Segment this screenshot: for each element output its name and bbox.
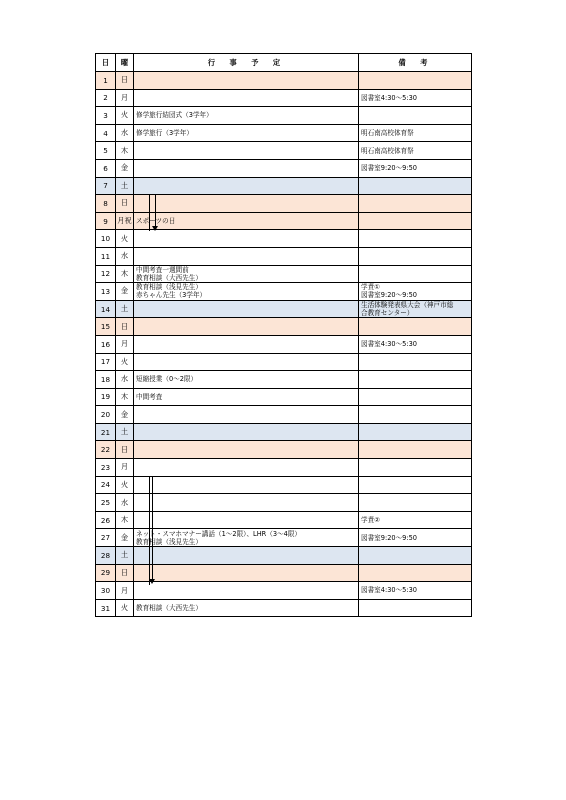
table-row: [96, 195, 472, 213]
note-cell: [359, 265, 472, 283]
event-text: 教育相談（浅見先生）: [136, 283, 202, 292]
weekday: 日: [116, 72, 134, 90]
day-number: 31: [96, 599, 116, 617]
weekday: 土: [116, 177, 134, 195]
note-cell: [359, 89, 472, 107]
weekday: 日: [116, 441, 134, 459]
table-row: [96, 142, 472, 160]
table-row: [96, 177, 472, 195]
event-text: 教育相談（大西先生）: [136, 273, 202, 282]
exam-span-divider: [149, 477, 150, 585]
day-number: 15: [96, 318, 116, 336]
table-row: [96, 265, 472, 283]
day-number: 29: [96, 564, 116, 582]
event-cell: [134, 388, 359, 406]
weekday: 木: [116, 388, 134, 406]
event-text: スポーツの日: [136, 216, 176, 225]
table-row: [96, 283, 472, 301]
trip-span-line: [155, 195, 156, 227]
table-row: [96, 124, 472, 142]
note-cell: [359, 335, 472, 353]
day-number: 7: [96, 177, 116, 195]
day-number: 24: [96, 476, 116, 494]
event-cell: [134, 124, 359, 142]
weekday: 火: [116, 230, 134, 248]
day-number: 2: [96, 89, 116, 107]
note-cell: [359, 582, 472, 600]
weekday: 火: [116, 599, 134, 617]
note-cell: [359, 511, 472, 529]
note-cell: [359, 124, 472, 142]
day-number: 14: [96, 300, 116, 318]
weekday: 水: [116, 247, 134, 265]
weekday: 木: [116, 511, 134, 529]
table-row: [96, 230, 472, 248]
day-number: 5: [96, 142, 116, 160]
note-cell: [359, 441, 472, 459]
note-cell: [359, 547, 472, 565]
event-cell: [134, 107, 359, 125]
day-number: 17: [96, 353, 116, 371]
table-row: [96, 72, 472, 90]
event-cell: [134, 511, 359, 529]
event-cell: [134, 582, 359, 600]
note-text: 生活体験発表県大会（神戸市総: [361, 300, 454, 309]
event-cell: [134, 283, 359, 301]
weekday: 水: [116, 494, 134, 512]
table-row: [96, 335, 472, 353]
table-row: [96, 89, 472, 107]
table-header-row: [96, 54, 472, 72]
note-cell: [359, 564, 472, 582]
header-events: 行 事 予 定: [134, 54, 359, 72]
day-number: 11: [96, 247, 116, 265]
event-cell: [134, 371, 359, 389]
note-cell: [359, 159, 472, 177]
note-cell: [359, 476, 472, 494]
day-number: 13: [96, 283, 116, 301]
event-text: 中間考査一週間前: [136, 265, 189, 274]
event-text: 修学旅行結団式（3学年）: [136, 111, 213, 120]
weekday: 火: [116, 476, 134, 494]
note-cell: [359, 459, 472, 477]
weekday: 日: [116, 564, 134, 582]
event-cell: [134, 564, 359, 582]
event-cell: [134, 494, 359, 512]
trip-span-arrow-icon: [152, 226, 158, 231]
table-row: [96, 406, 472, 424]
day-number: 21: [96, 423, 116, 441]
table-row: [96, 300, 472, 318]
header-weekday: 曜: [116, 54, 134, 72]
day-number: 25: [96, 494, 116, 512]
day-number: 9: [96, 212, 116, 230]
event-text: 修学旅行（3学年）: [136, 128, 193, 137]
note-text: 学責①: [361, 283, 381, 292]
event-cell: [134, 441, 359, 459]
note-cell: [359, 230, 472, 248]
event-cell: [134, 476, 359, 494]
day-number: 23: [96, 459, 116, 477]
event-cell: [134, 212, 359, 230]
note-cell: [359, 388, 472, 406]
weekday: 月祝: [116, 212, 134, 230]
table-row: [96, 599, 472, 617]
note-cell: [359, 247, 472, 265]
note-cell: [359, 371, 472, 389]
weekday: 火: [116, 107, 134, 125]
table-row: [96, 441, 472, 459]
event-cell: [134, 423, 359, 441]
note-cell: [359, 353, 472, 371]
note-text: 学責②: [361, 516, 381, 525]
schedule-sheet: [95, 53, 471, 617]
note-text: 明石南高校体育祭: [361, 146, 414, 155]
note-text: 図書室9:20～9:50: [361, 291, 417, 300]
event-cell: [134, 318, 359, 336]
weekday: 木: [116, 142, 134, 160]
event-cell: [134, 142, 359, 160]
weekday: 土: [116, 547, 134, 565]
trip-span-divider: [149, 195, 150, 231]
event-cell: [134, 599, 359, 617]
event-cell: [134, 459, 359, 477]
weekday: 土: [116, 300, 134, 318]
table-row: [96, 353, 472, 371]
note-cell: [359, 406, 472, 424]
event-cell: [134, 89, 359, 107]
weekday: 日: [116, 195, 134, 213]
weekday: 月: [116, 335, 134, 353]
note-cell: [359, 283, 472, 301]
day-number: 19: [96, 388, 116, 406]
event-cell: [134, 247, 359, 265]
day-number: 12: [96, 265, 116, 283]
weekday: 金: [116, 529, 134, 547]
event-cell: [134, 265, 359, 283]
day-number: 26: [96, 511, 116, 529]
weekday: 月: [116, 582, 134, 600]
event-cell: [134, 547, 359, 565]
day-number: 16: [96, 335, 116, 353]
note-text: 図書室9:20～9:50: [361, 533, 417, 542]
note-text: 図書室4:30～5:30: [361, 93, 417, 102]
event-cell: [134, 195, 359, 213]
event-cell: [134, 406, 359, 424]
day-number: 28: [96, 547, 116, 565]
table-row: [96, 247, 472, 265]
note-cell: [359, 107, 472, 125]
weekday: 木: [116, 265, 134, 283]
event-text: 短縮授業（0～2限）: [136, 375, 198, 384]
note-text: 図書室4:30～5:30: [361, 340, 417, 349]
weekday: 土: [116, 423, 134, 441]
note-cell: [359, 195, 472, 213]
table-row: [96, 582, 472, 600]
note-text: 図書室4:30～5:30: [361, 586, 417, 595]
exam-span-line: [152, 477, 153, 581]
table-row: [96, 107, 472, 125]
note-cell: [359, 300, 472, 318]
day-number: 6: [96, 159, 116, 177]
note-cell: [359, 423, 472, 441]
table-row: [96, 388, 472, 406]
note-cell: [359, 529, 472, 547]
day-number: 8: [96, 195, 116, 213]
table-row: [96, 423, 472, 441]
table-row: [96, 318, 472, 336]
event-text: 赤ちゃん先生（3学年）: [136, 291, 207, 300]
header-day: 日: [96, 54, 116, 72]
table-row: [96, 459, 472, 477]
weekday: 金: [116, 283, 134, 301]
day-number: 1: [96, 72, 116, 90]
note-text: 合教育センター）: [361, 309, 414, 318]
event-text: 教育相談（浅見先生）: [136, 537, 202, 546]
weekday: 金: [116, 159, 134, 177]
weekday: 月: [116, 459, 134, 477]
weekday: 火: [116, 353, 134, 371]
weekday: 日: [116, 318, 134, 336]
note-cell: [359, 599, 472, 617]
weekday: 水: [116, 124, 134, 142]
note-cell: [359, 72, 472, 90]
event-text: ネット・スマホマナー講話（1～2限）、LHR（3～4限）: [136, 529, 302, 538]
day-number: 18: [96, 371, 116, 389]
weekday: 月: [116, 89, 134, 107]
weekday: 水: [116, 371, 134, 389]
event-cell: [134, 353, 359, 371]
event-cell: [134, 300, 359, 318]
event-cell: [134, 72, 359, 90]
day-number: 22: [96, 441, 116, 459]
table-row: [96, 371, 472, 389]
event-text: 教育相談（大西先生）: [136, 604, 202, 612]
day-number: 3: [96, 107, 116, 125]
note-text: 図書室9:20～9:50: [361, 164, 417, 173]
event-text: 中間考査: [136, 392, 163, 401]
day-number: 4: [96, 124, 116, 142]
note-cell: [359, 212, 472, 230]
day-number: 20: [96, 406, 116, 424]
table-row: [96, 159, 472, 177]
note-text: 明石南高校体育祭: [361, 128, 414, 137]
note-cell: [359, 494, 472, 512]
weekday: 金: [116, 406, 134, 424]
event-cell: [134, 177, 359, 195]
note-cell: [359, 318, 472, 336]
day-number: 27: [96, 529, 116, 547]
event-cell: [134, 159, 359, 177]
event-cell: [134, 230, 359, 248]
day-number: 10: [96, 230, 116, 248]
note-cell: [359, 142, 472, 160]
header-notes: 備 考: [359, 54, 472, 72]
event-cell: [134, 335, 359, 353]
day-number: 30: [96, 582, 116, 600]
note-cell: [359, 177, 472, 195]
event-cell: [134, 529, 359, 547]
